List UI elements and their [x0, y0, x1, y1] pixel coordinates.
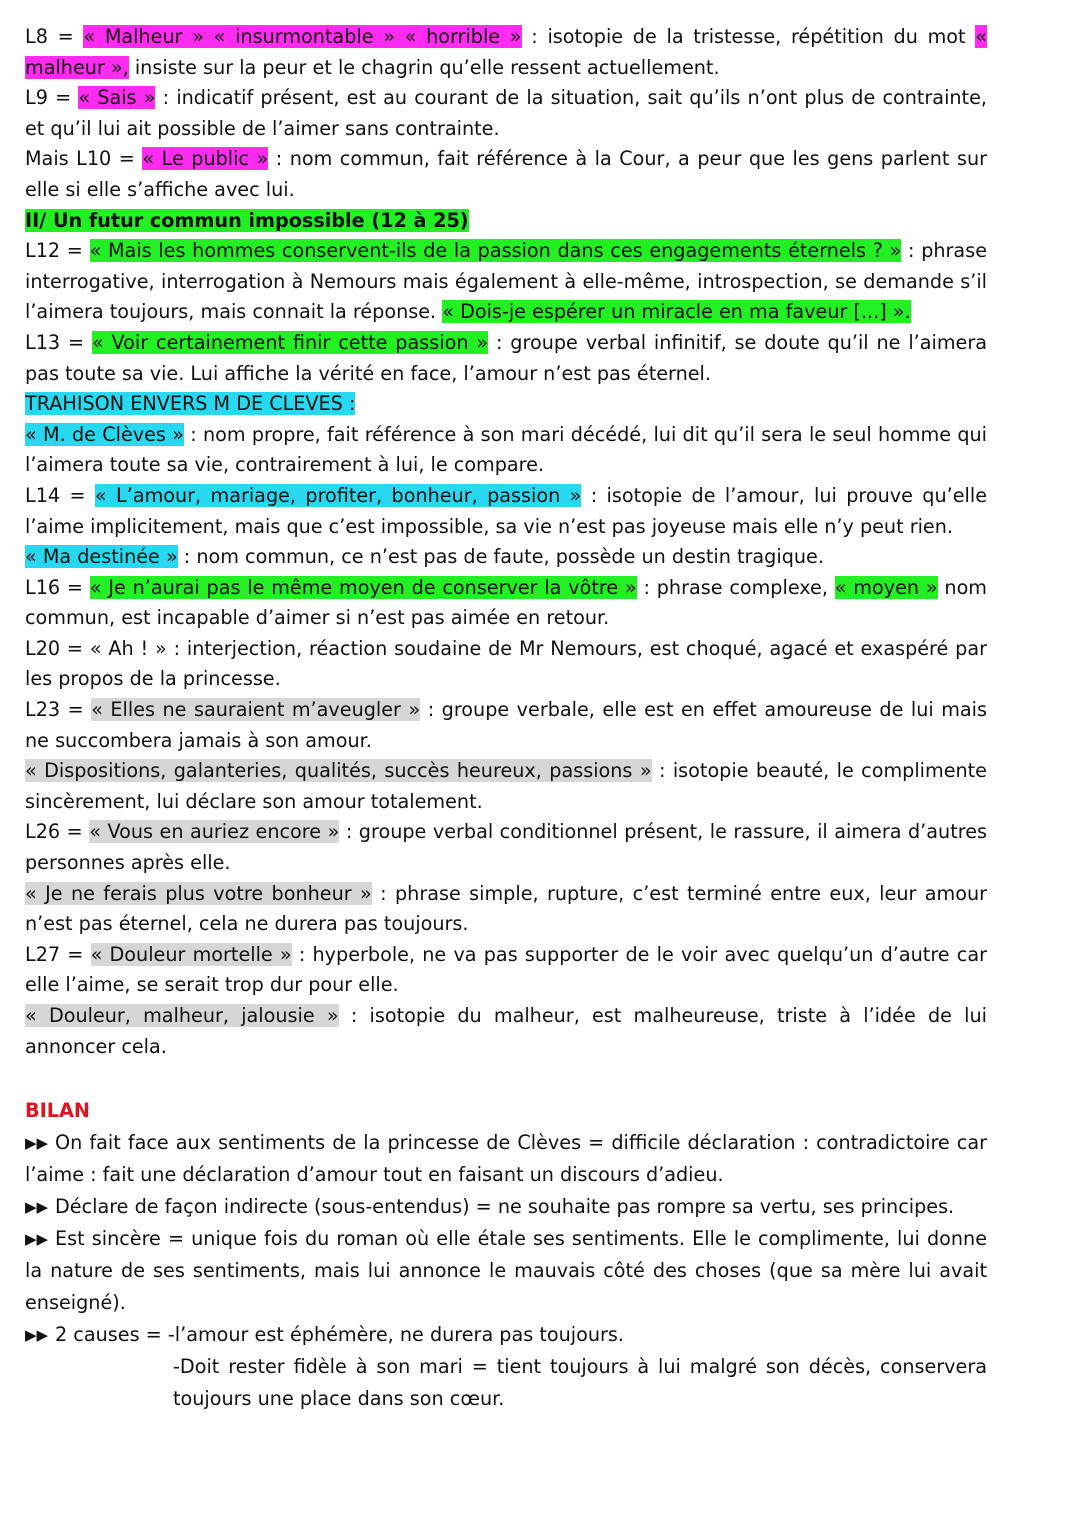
note-l23: [25, 695, 987, 756]
bilan-item: ▶▶ 2 causes = -l’amour est éphémère, ne durera pas toujours.: [25, 1319, 987, 1351]
double-arrow-icon: ▶▶: [25, 1229, 49, 1248]
line-ref: L23 =: [25, 698, 92, 722]
note-destinee: [25, 542, 987, 573]
quote-highlight: « L’amour, mariage, profiter, bonheur, passion »: [94, 483, 582, 507]
section-heading: II/ Un futur commun impossible (12 à 25): [25, 208, 469, 232]
quote-highlight: « M. de Clèves »: [25, 422, 184, 446]
line-ref: L26 =: [25, 820, 90, 844]
note-text: : nom commun, fait référence à la Cour, a peur que les gens parlent sur elle si elle s’affiche avec lui.: [25, 147, 987, 201]
line-ref: L12 =: [25, 239, 90, 263]
double-arrow-icon: ▶▶: [25, 1325, 49, 1344]
note-text: : isotopie du malheur, est malheureuse, triste à l’idée de lui annoncer cela.: [25, 1004, 987, 1058]
line-ref: L9 =: [25, 86, 79, 110]
line-ref: L14 =: [25, 483, 95, 507]
note-douleur: [25, 1001, 987, 1062]
bilan-item: ▶▶ Est sincère = unique fois du roman où elle étale ses sentiments. Elle le complimente, lui donne la nature de ses sentiments, mais lui annonce le mauvais côté des choses (que sa mère lui avait enseigné).: [25, 1223, 987, 1319]
line-ref: Mais L10 =: [25, 147, 143, 171]
note-l26: [25, 817, 987, 878]
note-l9: [25, 83, 987, 144]
quote-highlight: « Je n’aurai pas le même moyen de conserver la vôtre »: [89, 575, 637, 599]
document-page: [25, 22, 987, 1415]
quote-highlight: « Elles ne sauraient m’aveugler »: [91, 698, 421, 722]
line-ref: L8 =: [25, 25, 84, 48]
bilan-item: ▶▶ On fait face aux sentiments de la princesse de Clèves = difficile déclaration : contradictoire car l’aime : fait une déclaration d’amour tout en faisant un discours d’adieu.: [25, 1127, 987, 1191]
note-l16: [25, 573, 987, 634]
line-ref: L16 =: [25, 575, 90, 599]
note-text: : groupe verbal conditionnel présent, le rassure, il aimera d’autres personnes après elle.: [25, 820, 987, 875]
note-l8: [25, 22, 987, 83]
note-text: : indicatif présent, est au courant de la situation, sait qu’ils n’ont plus de contrainte, et qu’il lui ait possible de l’aimer sans contrainte.: [25, 86, 987, 140]
note-text: insiste sur la peur et le chagrin qu’elle ressent actuellement.: [128, 55, 720, 79]
line-ref: L27 =: [25, 942, 91, 966]
note-text: : hyperbole, ne va pas supporter de le voir avec quelqu’un d’autre car elle l’aime, se serait trop dur pour elle.: [25, 942, 987, 997]
quote-highlight: « Mais les hommes conservent-ils de la passion dans ces engagements éternels ? »: [89, 239, 902, 263]
note-l10: [25, 144, 987, 205]
subheading-trahison: TRAHISON ENVERS M DE CLEVES :: [25, 392, 356, 416]
note-text: : groupe verbale, elle est en effet amoureuse de lui mais ne succombera jamais à son amour.: [25, 698, 987, 752]
quote-highlight: « Malheur » « insurmontable » « horrible »: [83, 25, 522, 48]
note-l20: L20 = « Ah ! » : interjection, réaction soudaine de Mr Nemours, est choqué, agacé et exaspéré par les propos de la princesse.: [25, 636, 987, 691]
note-text: : isotopie de la tristesse, répétition du mot: [521, 25, 976, 48]
note-text: : phrase interrogative, interrogation à Nemours mais également à elle-même, introspection, se demande s’il l’aimera toujours, mais connait la réponse.: [25, 239, 987, 324]
note-bonheur: [25, 879, 987, 940]
bilan-indented-item: -Doit rester fidèle à son mari = tient toujours à lui malgré son décès, conservera toujours une place dans son cœur.: [173, 1354, 987, 1410]
quote-highlight: « Le public »: [142, 147, 269, 171]
note-text: : phrase complexe,: [636, 575, 835, 599]
note-text: : nom propre, fait référence à son mari décédé, lui dit qu’il sera le seul homme qui l’aimera toute sa vie, contrairement à lui, le compare.: [25, 422, 987, 477]
quote-highlight: « Dois-je espérer un miracle en ma faveur [...] ».: [442, 300, 911, 324]
quote-highlight: « Douleur, malheur, jalousie »: [25, 1004, 339, 1027]
note-text: : isotopie de l’amour, lui prouve qu’elle l’aime implicitement, mais que c’est impossible, sa vie n’est pas joyeuse mais elle n’y peut rien.: [25, 483, 987, 538]
note-l27: [25, 940, 987, 1001]
quote-highlight: « Vous en auriez encore »: [89, 820, 340, 844]
note-text: : phrase simple, rupture, c’est terminé entre eux, leur amour n’est pas éternel, cela ne durera pas toujours.: [25, 881, 987, 936]
double-arrow-icon: ▶▶: [25, 1197, 49, 1216]
note-text: nom commun, est incapable d’aimer si n’est pas aimée en retour.: [25, 575, 988, 630]
quote-highlight: « Je ne ferais plus votre bonheur »: [25, 881, 372, 905]
note-text: : nom commun, ce n’est pas de faute, possède un destin tragique.: [177, 545, 824, 569]
note-cleves: [25, 420, 987, 481]
double-arrow-icon: ▶▶: [25, 1133, 49, 1152]
quote-highlight: « Douleur mortelle »: [90, 942, 292, 966]
note-l14: [25, 481, 987, 542]
quote-highlight: « malheur »,: [25, 25, 988, 79]
note-l12: [25, 236, 987, 328]
quote-highlight: « moyen »: [834, 575, 938, 599]
quote-highlight: « Sais »: [78, 86, 156, 110]
note-text: : isotopie beauté, le complimente sincèrement, lui déclare son amour totalement.: [25, 759, 987, 813]
bilan-item: ▶▶ Déclare de façon indirecte (sous-entendus) = ne souhaite pas rompre sa vertu, ses principes.: [25, 1191, 987, 1223]
note-text: : groupe verbal infinitif, se doute qu’il ne l’aimera pas toute sa vie. Lui affiche la vérité en face, l’amour n’est pas éternel.: [25, 330, 987, 385]
note-l13: [25, 328, 987, 389]
line-ref: L13 =: [25, 330, 92, 354]
bilan-title: BILAN: [25, 1099, 90, 1123]
note-dispositions: [25, 756, 987, 817]
quote-highlight: « Ma destinée »: [25, 545, 178, 569]
quote-highlight: « Dispositions, galanteries, qualités, succès heureux, passions »: [25, 759, 652, 783]
quote-highlight: « Voir certainement finir cette passion »: [91, 330, 489, 354]
